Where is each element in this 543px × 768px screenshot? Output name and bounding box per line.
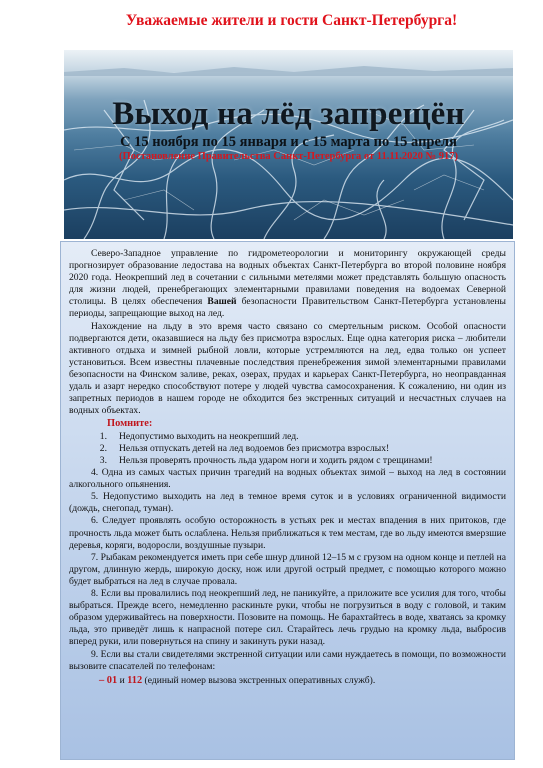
list-item: 7. Рыбакам рекомендуется иметь при себе шнур длиной 12–15 м с грузом на одном конце и петлей на другом, длинную жердь, широкую доску, нож или другой острый предмет, с помощью которого можно будет выбраться на лед в случае провала. (69, 551, 506, 587)
page-header-title: Уважаемые жители и гости Санкт-Петербурга! (125, 12, 458, 29)
ice-banner (64, 50, 513, 239)
list-item: 9. Если вы стали свидетелями экстренной ситуации или сами нуждаетесь в помощи, по возможности вызовите спасателей по телефонам: (69, 648, 506, 672)
phone-112: 112 (127, 674, 143, 686)
emphasis-word: Вашей (207, 296, 237, 308)
emergency-phones: – 01 и 112 (единый номер вызова экстренных оперативных служб). (99, 674, 376, 686)
list-item: 8. Если вы провалились под неокрепший лед, не паникуйте, а приложите все усилия для того, чтобы выбраться. Прежде всего, немедленно раскиньте руки, чтобы не погрузиться в воду с головой, и таким образом удерживайтесь на поверхности. Позовите на помощь. Не барахтайтесь в воде, хватаясь за кромку льда, это приведёт лишь к напрасной потере сил. Старайтесь лечь грудью на кромку льда, выбросив вперед руки, или повернуться на спину и закинуть руки назад. (69, 588, 506, 648)
list-item: 3. Нельзя проверять прочность льда ударом ноги и ходить рядом с трещинами! (99, 455, 433, 466)
notice-heading: Помните: (107, 418, 153, 430)
list-item: 5. Недопустимо выходить на лед в темное время суток и в условиях ограниченной видимости (дождь, снегопад, туман). (69, 491, 506, 515)
banner-title: Выход на лёд запрещён (112, 96, 465, 132)
list-item: 2. Нельзя отпускать детей на лед водоемов без присмотра взрослых! (99, 442, 390, 454)
banner-decree: (Постановление Правительства Санкт-Петербурга от 11.11.2020 № 917) (119, 151, 458, 162)
list-item: 6. Следует проявлять особую осторожность в устьях рек и местах впадения в них притоков, где прочность льда может быть ослаблена. Нельзя приближаться к тем местам, где во льду имеются вмерзшие деревья, коряги, водоросли, воздушные пузыри. (69, 515, 506, 551)
paragraph-risks: Нахождение на льду в это время часто связано со смертельным риском. Особой опасности подвергаются дети, оказавшиеся на льду без присмотра взрослых. Еще одна категория риска – любители активного отдыха и зимней рыбной ловли, которые устремляются на лед, едва только он успеет установиться. Всем известны плачевные последствия пренебрежения зимой элементарными правилами безопасности на Финском заливе, реках, озерах, прудах и карьерах Санкт-Петербурга, но неоправданная удаль и азарт нередко способствуют потере у людей чувства самосохранения. К сожалению, ни один из запретных периодов в нашем городе не обходится без экстренных ситуаций и несчастных случаев на водных объектах. (69, 320, 506, 417)
phone-01: 01 (106, 674, 118, 686)
list-item: 1. Недопустимо выходить на неокрепший лед. (99, 430, 299, 442)
list-item: 4. Одна из самых частых причин трагедий на водных объектах зимой – выход на лед в состоянии алкогольного опьянения. (69, 467, 506, 491)
content-panel (60, 241, 515, 760)
paragraph-intro: Северо-Западное управление по гидрометеорологии и мониторингу окружающей среды прогнозирует образование ледостава на водных объектах Санкт-Петербурга во второй половине ноября 2020 года. Неокрепший лед в сочетании с сильными метелями может представлять большую опасность для жизни людей, пренебрегающих элементарными правилами поведения на водоемах Северной столицы. В целях обеспечения Вашей безопасности Правительством Санкт-Петербурга установлены периоды, запрещающие выход на лед. (69, 248, 506, 320)
banner-dates: С 15 ноября по 15 января и с 15 марта по 15 апреля (120, 134, 457, 150)
